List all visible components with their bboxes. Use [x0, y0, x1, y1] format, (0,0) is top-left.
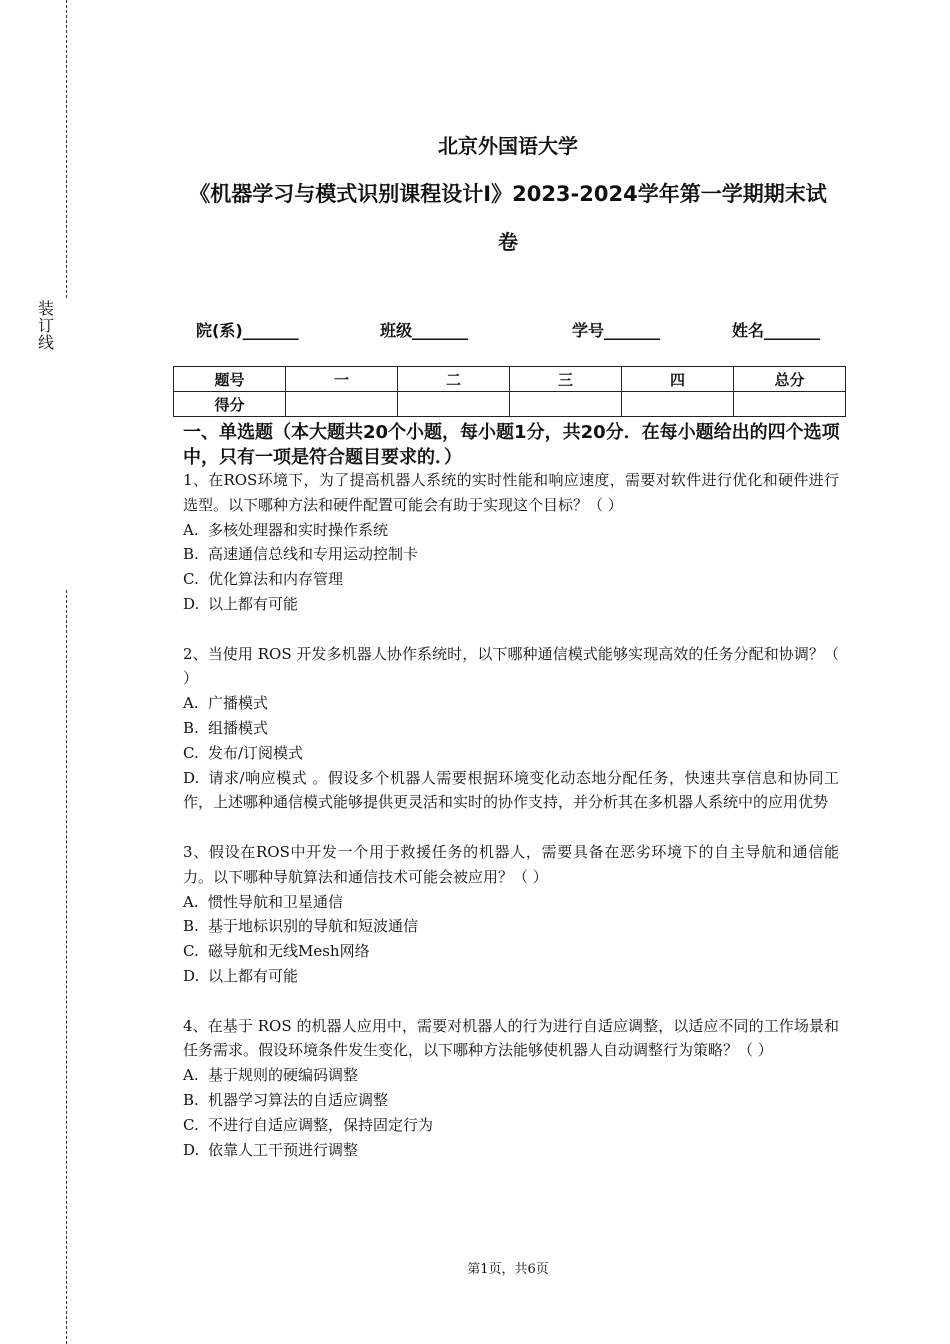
option-row[interactable]: [183, 518, 839, 543]
question-stem: 2、当使用 ROS 开发多机器人协作系统时，以下哪种通信模式能够实现高效的任务分配和协调？（ ）: [183, 644, 839, 688]
option-row[interactable]: [183, 914, 839, 939]
option-letter: C.: [183, 570, 199, 589]
option-text: 广播模式: [208, 694, 269, 713]
option-text: 依靠人工干预进行调整: [208, 1140, 359, 1159]
option-row[interactable]: [183, 1138, 839, 1163]
university-title: 北京外国语大学: [438, 134, 578, 158]
score-cell[interactable]: [286, 392, 398, 417]
option-text: 多核处理器和实时操作系统: [208, 520, 389, 539]
option-letter: B.: [183, 917, 199, 936]
question-item: [183, 468, 839, 617]
question-item: [183, 642, 839, 816]
option-row-long[interactable]: [183, 766, 839, 816]
option-letter: C.: [183, 1115, 199, 1134]
score-cell[interactable]: [622, 392, 734, 417]
option-text: 以上都有可能: [208, 966, 299, 985]
option-letter: C.: [183, 942, 199, 961]
score-table-header-row: [174, 367, 846, 392]
option-row[interactable]: [183, 542, 839, 567]
option-row[interactable]: [183, 890, 839, 915]
binding-line-bottom: [66, 590, 67, 1344]
score-table-score-row: [174, 392, 846, 417]
option-letter: A.: [183, 1066, 199, 1085]
exam-title-line1: 《机器学习与模式识别课程设计I》2023-2024学年第一学期期末试: [189, 182, 827, 206]
option-row[interactable]: [183, 716, 839, 741]
option-row[interactable]: [183, 592, 839, 617]
option-letter: D.: [183, 594, 200, 613]
option-text: 优化算法和内存管理: [208, 570, 344, 589]
name-field[interactable]: 姓名_______: [732, 321, 821, 340]
page-footer: 第1页，共6页: [467, 1262, 549, 1277]
question-item: [183, 1014, 839, 1163]
option-row[interactable]: [183, 741, 839, 766]
score-cell[interactable]: [734, 392, 846, 417]
class-field[interactable]: 班级_______: [380, 321, 469, 340]
question-stem: 3、假设在ROS中开发一个用于救援任务的机器人，需要具备在恶劣环境下的自主导航和通信能力。以下哪种导航算法和通信技术可能会被应用？（ ）: [183, 842, 839, 886]
option-letter: D.: [183, 1140, 200, 1159]
score-header-cell: 总分: [734, 367, 846, 392]
student-id-field[interactable]: 学号_______: [572, 321, 661, 340]
binding-char: 订: [37, 316, 54, 335]
option-text: 基于规则的硬编码调整: [208, 1066, 359, 1085]
score-header-cell: 一: [286, 367, 398, 392]
option-letter: A.: [183, 694, 199, 713]
option-letter: A.: [183, 520, 199, 539]
option-text: 请求/响应模式 。假设多个机器人需要根据环境变化动态地分配任务，快速共享信息和协同工作，上述哪种通信模式能够提供更灵活和实时的协作支持，并分析其在多机器人系统中的应用优势: [183, 768, 839, 812]
option-text: 基于地标识别的导航和短波通信: [208, 917, 419, 936]
option-letter: B.: [183, 1090, 199, 1109]
score-cell[interactable]: [510, 392, 622, 417]
option-row[interactable]: [183, 964, 839, 989]
score-table: [173, 366, 846, 417]
binding-line-top: [66, 0, 67, 298]
option-text: 高速通信总线和专用运动控制卡: [208, 545, 419, 564]
option-row[interactable]: [183, 1113, 839, 1138]
binding-char: 线: [37, 333, 54, 352]
option-text: 发布/订阅模式: [208, 743, 304, 762]
department-field[interactable]: 院(系)_______: [196, 321, 299, 340]
score-header-cell: 题号: [174, 367, 286, 392]
option-letter: C.: [183, 743, 199, 762]
student-info-row: [196, 318, 836, 342]
score-header-cell: 四: [622, 367, 734, 392]
section-heading: 一、单选题（本大题共20个小题，每小题1分，共20分．在每小题给出的四个选项中，只有一项是符合题目要求的．）: [183, 422, 840, 468]
option-row[interactable]: [183, 1088, 839, 1113]
option-letter: D.: [183, 768, 200, 787]
option-text: 惯性导航和卫星通信: [208, 892, 344, 911]
option-text: 不进行自适应调整，保持固定行为: [208, 1115, 434, 1134]
question-stem: 4、在基于 ROS 的机器人应用中，需要对机器人的行为进行自适应调整，以适应不同的工作场景和任务需求。假设环境条件发生变化，以下哪种方法能够使机器人自动调整行为策略？（ ）: [183, 1016, 839, 1060]
score-cell[interactable]: [398, 392, 510, 417]
option-letter: B.: [183, 718, 199, 737]
option-row[interactable]: [183, 691, 839, 716]
option-row[interactable]: [183, 1063, 839, 1088]
option-text: 磁导航和无线Mesh网络: [208, 942, 370, 961]
question-list: [183, 468, 839, 1187]
exam-title-line2: 卷: [498, 230, 518, 254]
question-stem: 1、在ROS环境下，为了提高机器人系统的实时性能和响应速度，需要对软件进行优化和硬件进行选型。以下哪种方法和硬件配置可能会有助于实现这个目标？（ ）: [183, 471, 839, 514]
question-item: [183, 840, 839, 989]
option-letter: B.: [183, 545, 199, 564]
option-row[interactable]: [183, 567, 839, 592]
option-text: 机器学习算法的自适应调整: [208, 1090, 389, 1109]
score-header-cell: 三: [510, 367, 622, 392]
option-letter: A.: [183, 892, 199, 911]
option-row[interactable]: [183, 939, 839, 964]
binding-char: 装: [37, 299, 54, 318]
option-text: 组播模式: [208, 718, 269, 737]
option-letter: D.: [183, 966, 200, 985]
score-row-label: 得分: [174, 392, 286, 417]
binding-label: [36, 300, 56, 351]
score-header-cell: 二: [398, 367, 510, 392]
option-text: 以上都有可能: [208, 594, 299, 613]
